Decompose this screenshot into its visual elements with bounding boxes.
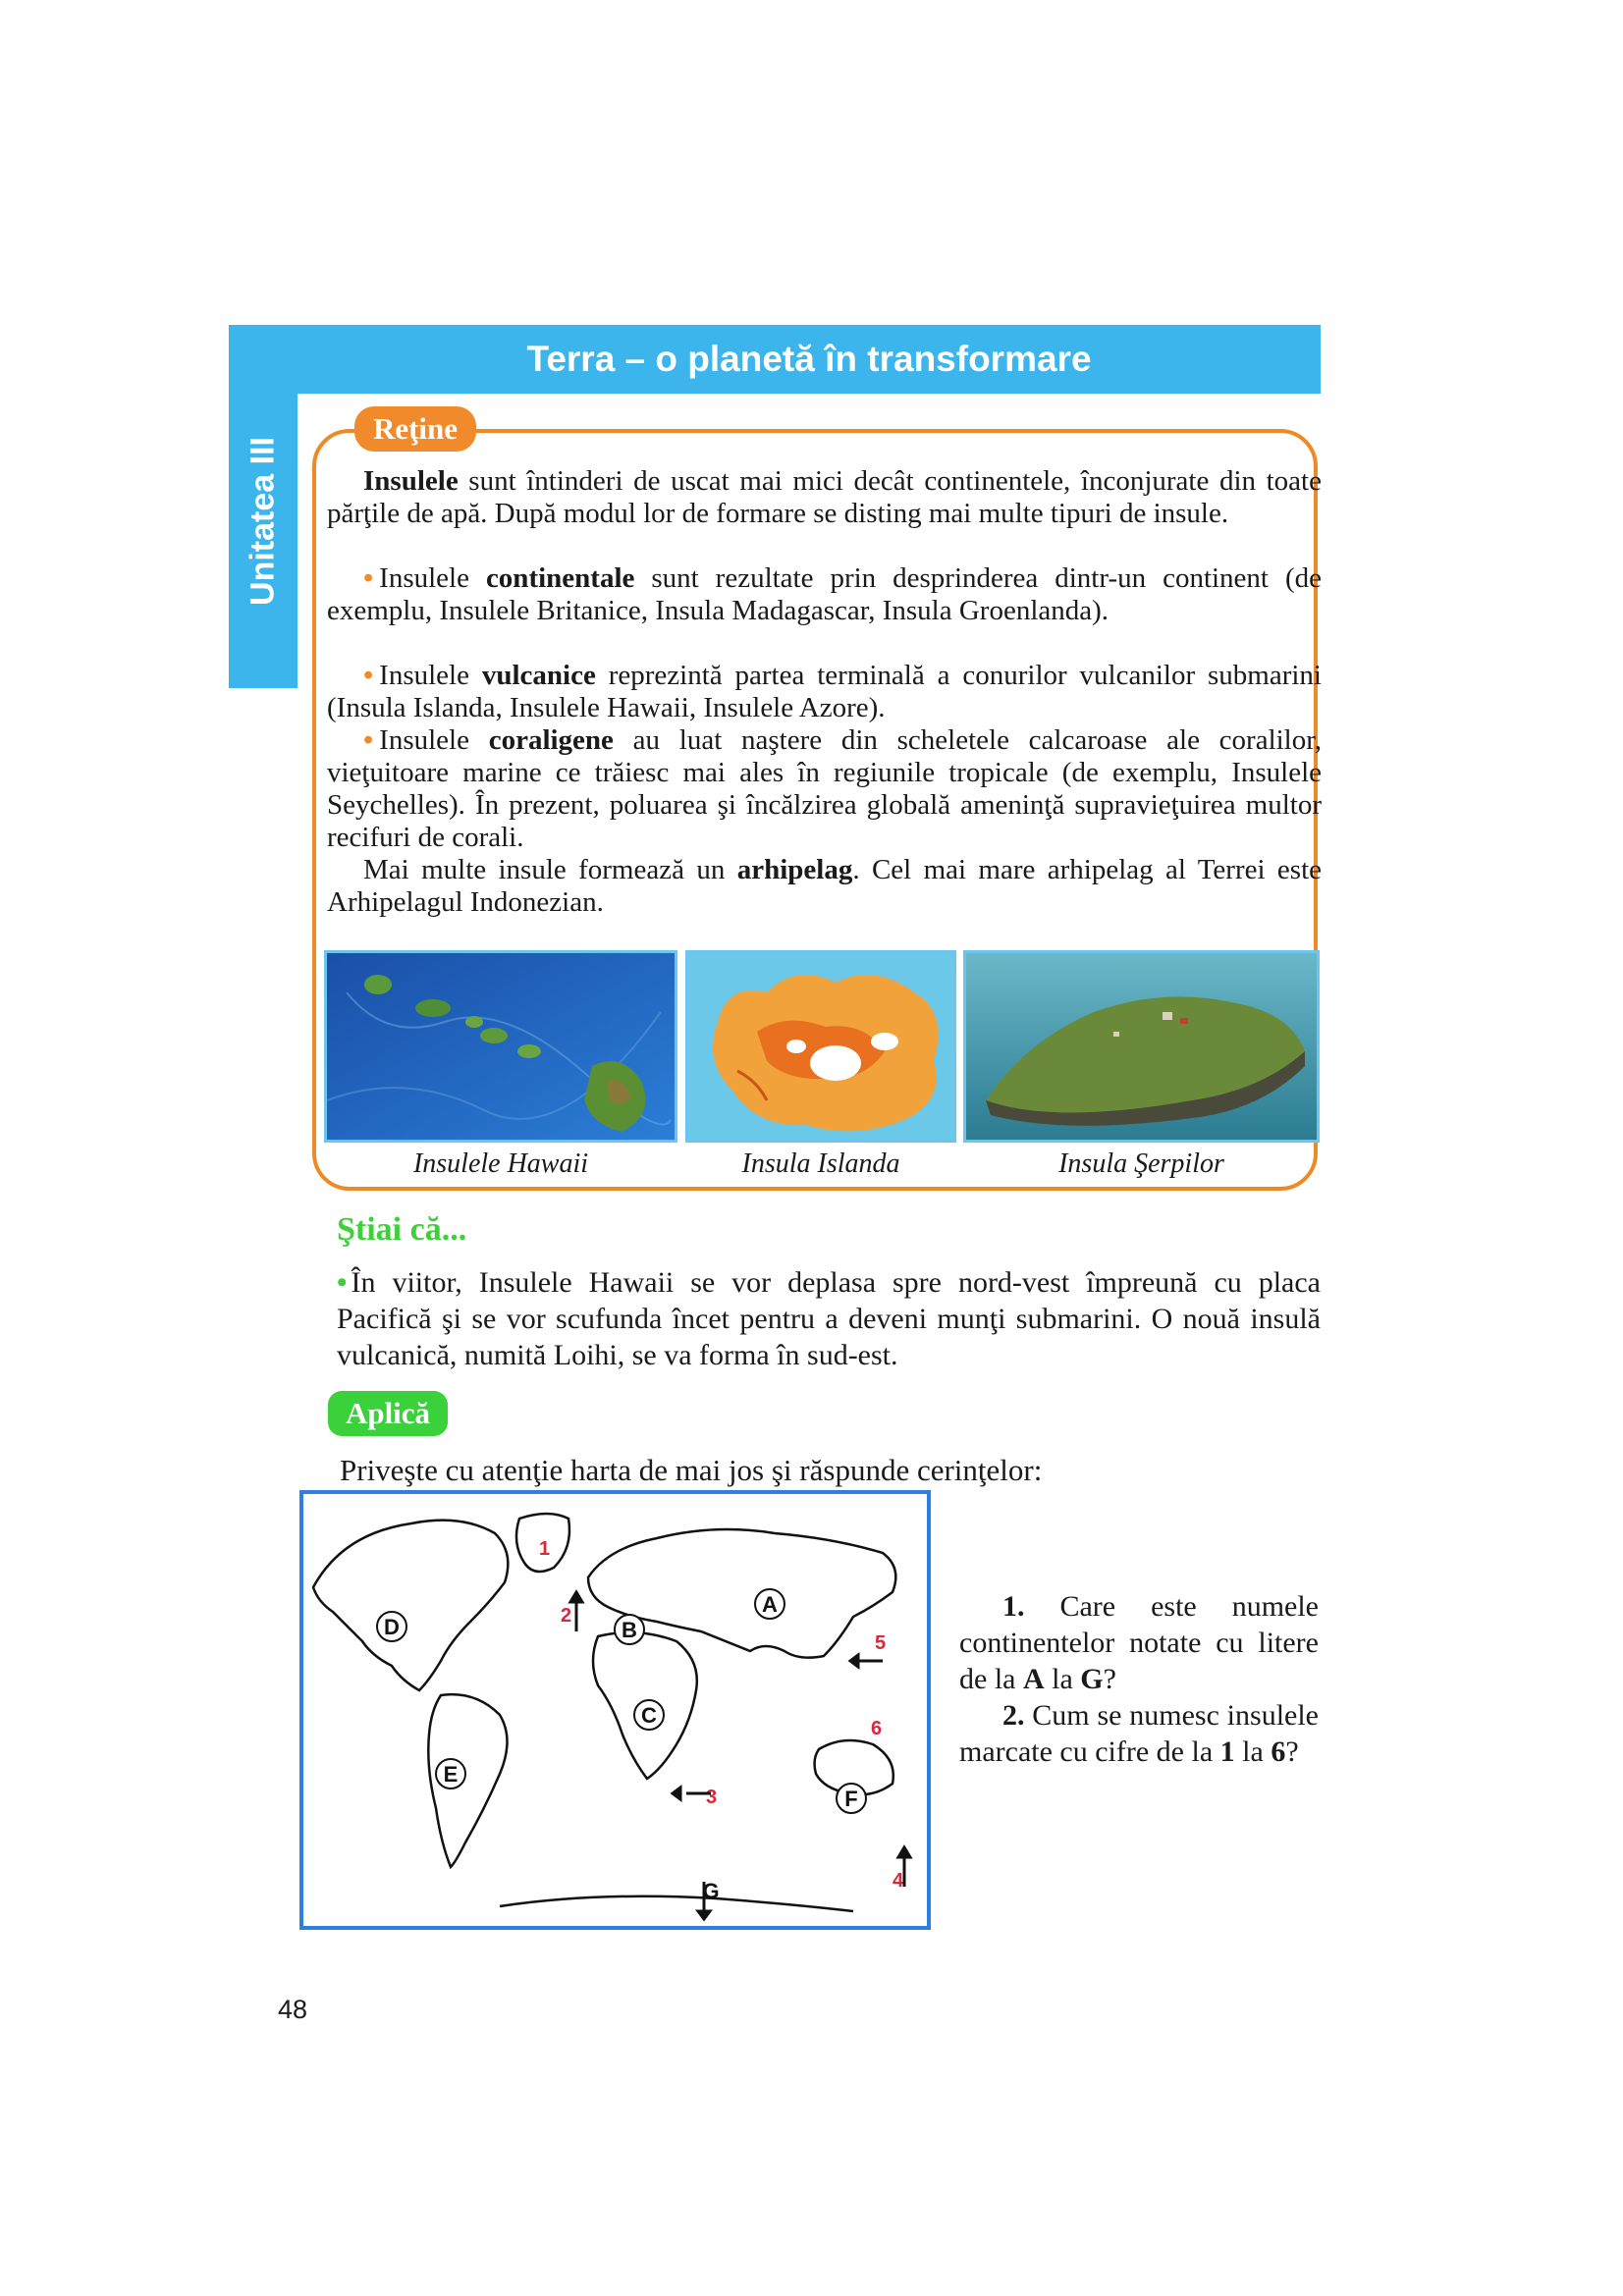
stiai-paragraph: • În viitor, Insulele Hawaii se vor deplasa spre nord-vest împreună cu placa Pacifică şi se vor scufunda încet pentru a deveni munţi submarini. O nouă insulă vulcanică, numită Loihi, se va forma în sud-est. <box>337 1266 1321 1371</box>
photo-serpilor <box>963 950 1320 1143</box>
svg-text:E: E <box>443 1762 459 1787</box>
retine-paragraph-vulcanice: • Insulele vulcanice reprezintă partea terminală a conurilor vulcanilor submarini (Insula Islanda, Insulele Hawaii, Insulele Azore). <box>327 660 1322 723</box>
island-number-6: 6 <box>871 1718 883 1739</box>
term-coraligene: coraligene <box>488 724 614 756</box>
island-number-2: 2 <box>561 1605 572 1627</box>
svg-text:C: C <box>641 1703 657 1728</box>
caption-serpilor: Insula Şerpilor <box>1058 1148 1224 1179</box>
bullet-icon: • <box>337 1266 348 1299</box>
unit-side-tab-label: Unitatea III <box>243 437 282 606</box>
photo-islanda <box>685 950 956 1143</box>
caption-islanda: Insula Islanda <box>741 1148 900 1179</box>
svg-text:B: B <box>622 1618 637 1642</box>
chapter-title: Terra – o planetă în transformare <box>298 325 1321 394</box>
continent-label-e <box>436 1759 465 1789</box>
svg-text:D: D <box>384 1615 400 1639</box>
continent-outlines <box>313 1514 895 1911</box>
island-number-5: 5 <box>875 1632 887 1654</box>
aplica-intro: Priveşte cu atenţie harta de mai jos şi răspunde cerinţelor: <box>340 1453 1043 1487</box>
page-number: 48 <box>278 1995 308 2024</box>
photo-hawaii <box>324 950 677 1143</box>
snake-island-aerial-photo <box>966 953 1320 1143</box>
caption-hawaii: Insulele Hawaii <box>412 1148 589 1179</box>
iceland-relief-map <box>688 953 956 1143</box>
hawaii-satellite-image <box>327 953 677 1143</box>
question-2: 2. Cum se numesc insulele marcate cu cifre de la 1 la 6? <box>959 1699 1319 1768</box>
term-vulcanice: vulcanice <box>481 660 596 691</box>
continent-label-c <box>634 1700 664 1730</box>
retine-paragraph-continentale: • Insulele continentale sunt rezultate prin desprinderea dintr-un continent (de exemplu, Insulele Britanice, Insula Madagascar, Insula Groenlanda). <box>327 562 1322 626</box>
retine-paragraph-coraligene: • Insulele coraligene au luat naştere din scheletele calcaroase ale coralilor, vieţuitoare marine ce trăiesc mai ales în regiunile tropicale (de exemplu, Insulele Seychelles). În prezent, poluarea şi încălzirea globală ameninţă supravieţuirea multor recifuri de corali. <box>327 724 1322 853</box>
svg-text:A: A <box>762 1592 778 1617</box>
stiai-title: Ştiai că... <box>337 1211 467 1248</box>
question-1: 1. Care este numele continentelor notate cu litere de la A la G? <box>959 1590 1319 1695</box>
bullet-icon: • <box>363 562 374 594</box>
retine-tag: Reţine <box>354 406 476 452</box>
island-number-1: 1 <box>539 1538 551 1560</box>
retine-paragraph-1: Insulele sunt întinderi de uscat mai mici decât continentele, înconjurate din toate părţile de apă. După modul lor de formare se disting mai multe tipuri de insule. <box>327 465 1322 529</box>
unit-side-tab <box>229 325 298 688</box>
term-arhipelag: arhipelag <box>736 854 853 885</box>
continent-label-d <box>377 1612 406 1641</box>
island-number-4: 4 <box>893 1870 904 1892</box>
aplica-questions <box>959 1588 1319 1770</box>
term-continentale: continentale <box>485 562 635 594</box>
continent-label-f <box>837 1784 866 1813</box>
retine-paragraph-arhipelag: Mai multe insule formează un arhipelag. Cel mai mare arhipelag al Terrei este Arhipelagul Indonezian. <box>327 854 1322 918</box>
world-map-frame <box>299 1490 931 1930</box>
world-outline-map <box>303 1494 927 1926</box>
bullet-icon: • <box>363 724 374 756</box>
island-number-3: 3 <box>706 1787 718 1808</box>
aplica-tag: Aplică <box>328 1391 448 1436</box>
continent-label-a <box>755 1589 784 1619</box>
term-insulele: Insulele <box>363 465 459 497</box>
continent-label-b <box>615 1615 644 1644</box>
svg-text:G: G <box>702 1879 720 1903</box>
svg-text:F: F <box>844 1787 858 1811</box>
bullet-icon: • <box>363 660 374 691</box>
